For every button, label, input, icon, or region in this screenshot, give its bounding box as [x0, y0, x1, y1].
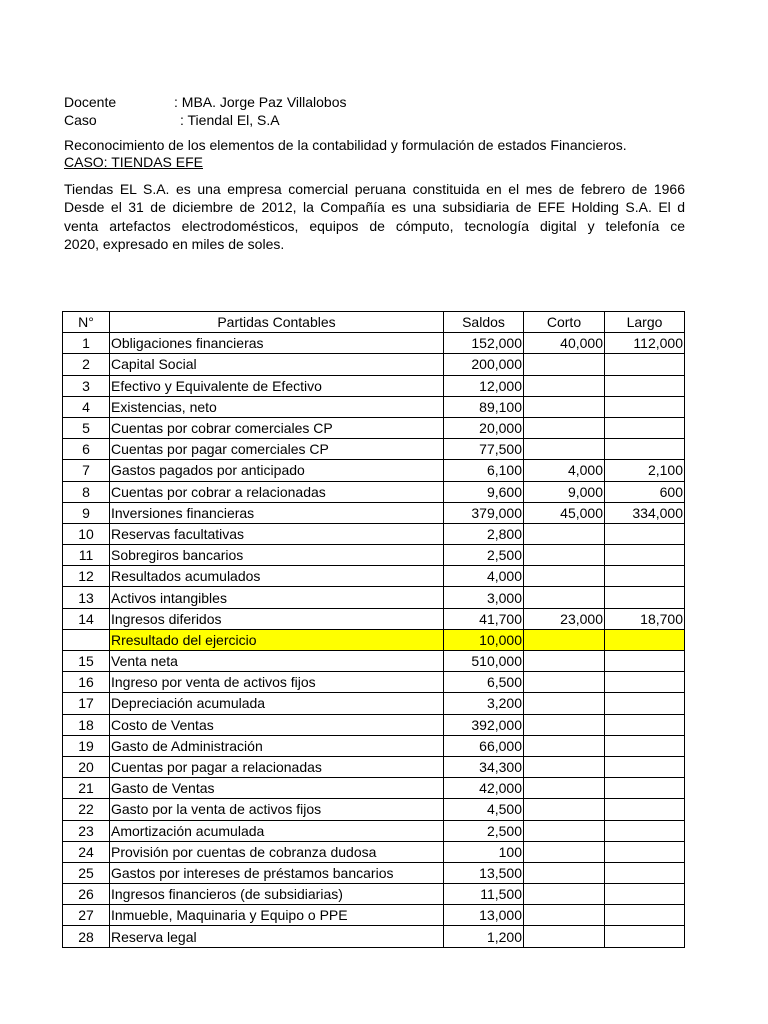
- corto-cell: [524, 799, 605, 820]
- corto-cell: [524, 926, 605, 947]
- table-row: [63, 862, 685, 883]
- saldo-cell: 10,000: [444, 629, 524, 650]
- row-number-cell: 21: [63, 778, 110, 799]
- saldo-cell: 3,000: [444, 587, 524, 608]
- saldo-cell: 510,000: [444, 651, 524, 672]
- largo-cell: [605, 884, 685, 905]
- saldo-cell: 6,500: [444, 672, 524, 693]
- row-number-cell: 13: [63, 587, 110, 608]
- account-name-cell: Capital Social: [110, 354, 444, 375]
- largo-cell: [605, 439, 685, 460]
- table-row: [63, 926, 685, 947]
- saldo-cell: 13,500: [444, 862, 524, 883]
- account-name-cell: Amortización acumulada: [110, 820, 444, 841]
- corto-cell: [524, 629, 605, 650]
- row-number-cell: 26: [63, 884, 110, 905]
- saldo-cell: 66,000: [444, 735, 524, 756]
- corto-cell: [524, 439, 605, 460]
- table-row: [63, 799, 685, 820]
- case-heading: CASO: TIENDAS EFE: [64, 154, 203, 170]
- account-name-cell: Reserva legal: [110, 926, 444, 947]
- col-header-largo: Largo: [605, 312, 685, 333]
- account-name-cell: Rresultado del ejercicio: [110, 629, 444, 650]
- table-row: [63, 460, 685, 481]
- table-row: [63, 396, 685, 417]
- largo-cell: [605, 820, 685, 841]
- document-title: Reconocimiento de los elementos de la contabilidad y formulación de estados Financieros.: [64, 137, 627, 153]
- saldo-cell: 13,000: [444, 905, 524, 926]
- largo-cell: [605, 714, 685, 735]
- account-name-cell: Cuentas por cobrar comerciales CP: [110, 417, 444, 438]
- largo-cell: [605, 672, 685, 693]
- row-number-cell: 22: [63, 799, 110, 820]
- table-row: [63, 608, 685, 629]
- row-number-cell: 11: [63, 545, 110, 566]
- account-name-cell: Costo de Ventas: [110, 714, 444, 735]
- account-name-cell: Venta neta: [110, 651, 444, 672]
- col-header-saldos: Saldos: [444, 312, 524, 333]
- table-row: [63, 756, 685, 777]
- table-row: [63, 884, 685, 905]
- table-row: [63, 735, 685, 756]
- row-number-cell: 6: [63, 439, 110, 460]
- table-row: [63, 439, 685, 460]
- saldo-cell: 11,500: [444, 884, 524, 905]
- table-header-row: [63, 312, 685, 333]
- row-number-cell: 23: [63, 820, 110, 841]
- row-number-cell: [63, 629, 110, 650]
- largo-cell: [605, 523, 685, 544]
- corto-cell: [524, 820, 605, 841]
- table-row: [63, 566, 685, 587]
- row-number-cell: 16: [63, 672, 110, 693]
- account-name-cell: Sobregiros bancarios: [110, 545, 444, 566]
- saldo-cell: 3,200: [444, 693, 524, 714]
- row-number-cell: 12: [63, 566, 110, 587]
- table-row: [63, 417, 685, 438]
- saldo-cell: 2,500: [444, 545, 524, 566]
- corto-cell: [524, 417, 605, 438]
- account-name-cell: Gastos pagados por anticipado: [110, 460, 444, 481]
- account-name-cell: Obligaciones financieras: [110, 333, 444, 354]
- saldo-cell: 1,200: [444, 926, 524, 947]
- saldo-cell: 77,500: [444, 439, 524, 460]
- row-number-cell: 3: [63, 375, 110, 396]
- row-number-cell: 8: [63, 481, 110, 502]
- docente-value: : MBA. Jorge Paz Villalobos: [174, 94, 347, 110]
- table-row: [63, 672, 685, 693]
- row-number-cell: 25: [63, 862, 110, 883]
- row-number-cell: 2: [63, 354, 110, 375]
- saldo-cell: 200,000: [444, 354, 524, 375]
- account-name-cell: Inmueble, Maquinaria y Equipo o PPE: [110, 905, 444, 926]
- corto-cell: [524, 714, 605, 735]
- saldo-cell: 4,500: [444, 799, 524, 820]
- account-name-cell: Ingresos diferidos: [110, 608, 444, 629]
- table-row: [63, 629, 685, 650]
- account-name-cell: Gasto de Ventas: [110, 778, 444, 799]
- row-number-cell: 20: [63, 756, 110, 777]
- saldo-cell: 392,000: [444, 714, 524, 735]
- paragraph-line: Tiendas EL S.A. es una empresa comercial peruana constituida en el mes de febrero de 1966: [64, 181, 685, 197]
- largo-cell: [605, 396, 685, 417]
- paragraph-line: Desde el 31 de diciembre de 2012, la Compañía es una subsidiaria de EFE Holding S.A. El d: [64, 199, 685, 216]
- paragraph-line: venta artefactos electrodomésticos, equipos de cómputo, tecnología digital y telefonía ce: [64, 217, 685, 234]
- account-name-cell: Depreciación acumulada: [110, 693, 444, 714]
- largo-cell: [605, 735, 685, 756]
- account-name-cell: Inversiones financieras: [110, 502, 444, 523]
- largo-cell: [605, 799, 685, 820]
- table-row: [63, 481, 685, 502]
- corto-cell: 4,000: [524, 460, 605, 481]
- saldo-cell: 6,100: [444, 460, 524, 481]
- account-name-cell: Existencias, neto: [110, 396, 444, 417]
- corto-cell: [524, 354, 605, 375]
- account-name-cell: Ingreso por venta de activos fijos: [110, 672, 444, 693]
- account-name-cell: Efectivo y Equivalente de Efectivo: [110, 375, 444, 396]
- caso-label: Caso: [64, 112, 97, 128]
- case-description: [64, 180, 685, 253]
- largo-cell: [605, 778, 685, 799]
- saldo-cell: 20,000: [444, 417, 524, 438]
- corto-cell: 9,000: [524, 481, 605, 502]
- largo-cell: 334,000: [605, 502, 685, 523]
- col-header-account: Partidas Contables: [110, 312, 444, 333]
- table-row: [63, 354, 685, 375]
- row-number-cell: 10: [63, 523, 110, 544]
- account-name-cell: Cuentas por pagar comerciales CP: [110, 439, 444, 460]
- account-name-cell: Provisión por cuentas de cobranza dudosa: [110, 841, 444, 862]
- table-row: [63, 905, 685, 926]
- row-number-cell: 19: [63, 735, 110, 756]
- row-number-cell: 9: [63, 502, 110, 523]
- largo-cell: 18,700: [605, 608, 685, 629]
- largo-cell: 112,000: [605, 333, 685, 354]
- caso-line: [64, 112, 280, 129]
- corto-cell: [524, 778, 605, 799]
- account-name-cell: Gasto de Administración: [110, 735, 444, 756]
- account-name-cell: Cuentas por pagar a relacionadas: [110, 756, 444, 777]
- row-number-cell: 27: [63, 905, 110, 926]
- table-row: [63, 651, 685, 672]
- largo-cell: [605, 693, 685, 714]
- saldo-cell: 12,000: [444, 375, 524, 396]
- col-header-corto: Corto: [524, 312, 605, 333]
- corto-cell: 40,000: [524, 333, 605, 354]
- saldo-cell: 2,800: [444, 523, 524, 544]
- saldo-cell: 9,600: [444, 481, 524, 502]
- table-row: [63, 375, 685, 396]
- account-name-cell: Gastos por intereses de préstamos bancarios: [110, 862, 444, 883]
- corto-cell: [524, 862, 605, 883]
- docente-line: [64, 94, 347, 111]
- row-number-cell: 17: [63, 693, 110, 714]
- largo-cell: [605, 375, 685, 396]
- saldo-cell: 2,500: [444, 820, 524, 841]
- table-row: [63, 841, 685, 862]
- saldo-cell: 34,300: [444, 756, 524, 777]
- table-body: [63, 333, 685, 947]
- saldo-cell: 379,000: [444, 502, 524, 523]
- corto-cell: [524, 672, 605, 693]
- largo-cell: [605, 354, 685, 375]
- saldo-cell: 42,000: [444, 778, 524, 799]
- table-row: [63, 693, 685, 714]
- corto-cell: [524, 587, 605, 608]
- table-row: [63, 587, 685, 608]
- account-name-cell: Activos intangibles: [110, 587, 444, 608]
- row-number-cell: 24: [63, 841, 110, 862]
- corto-cell: [524, 735, 605, 756]
- row-number-cell: 14: [63, 608, 110, 629]
- paragraph-line: 2020, expresado en miles de soles.: [64, 235, 285, 252]
- table-row: [63, 523, 685, 544]
- account-name-cell: Reservas facultativas: [110, 523, 444, 544]
- account-name-cell: Ingresos financieros (de subsidiarias): [110, 884, 444, 905]
- largo-cell: [605, 926, 685, 947]
- table-row: [63, 545, 685, 566]
- row-number-cell: 5: [63, 417, 110, 438]
- row-number-cell: 4: [63, 396, 110, 417]
- saldo-cell: 89,100: [444, 396, 524, 417]
- row-number-cell: 18: [63, 714, 110, 735]
- largo-cell: [605, 545, 685, 566]
- row-number-cell: 28: [63, 926, 110, 947]
- saldo-cell: 4,000: [444, 566, 524, 587]
- largo-cell: [605, 629, 685, 650]
- caso-value: : Tiendal El, S.A: [180, 112, 280, 128]
- largo-cell: [605, 862, 685, 883]
- largo-cell: [605, 905, 685, 926]
- corto-cell: 23,000: [524, 608, 605, 629]
- docente-label: Docente: [64, 94, 117, 110]
- largo-cell: [605, 417, 685, 438]
- saldo-cell: 41,700: [444, 608, 524, 629]
- account-name-cell: Cuentas por cobrar a relacionadas: [110, 481, 444, 502]
- corto-cell: [524, 523, 605, 544]
- largo-cell: [605, 566, 685, 587]
- largo-cell: [605, 756, 685, 777]
- row-number-cell: 7: [63, 460, 110, 481]
- largo-cell: 600: [605, 481, 685, 502]
- table-row: [63, 714, 685, 735]
- corto-cell: [524, 545, 605, 566]
- table-row: [63, 820, 685, 841]
- corto-cell: 45,000: [524, 502, 605, 523]
- table-row: [63, 333, 685, 354]
- corto-cell: [524, 693, 605, 714]
- corto-cell: [524, 396, 605, 417]
- corto-cell: [524, 756, 605, 777]
- saldo-cell: 100: [444, 841, 524, 862]
- saldo-cell: 152,000: [444, 333, 524, 354]
- accounts-table: [62, 311, 685, 948]
- corto-cell: [524, 566, 605, 587]
- row-number-cell: 1: [63, 333, 110, 354]
- corto-cell: [524, 884, 605, 905]
- largo-cell: [605, 841, 685, 862]
- account-name-cell: Resultados acumulados: [110, 566, 444, 587]
- largo-cell: [605, 587, 685, 608]
- col-header-number: N°: [63, 312, 110, 333]
- table-row: [63, 502, 685, 523]
- row-number-cell: 15: [63, 651, 110, 672]
- largo-cell: [605, 651, 685, 672]
- corto-cell: [524, 651, 605, 672]
- account-name-cell: Gasto por la venta de activos fijos: [110, 799, 444, 820]
- corto-cell: [524, 905, 605, 926]
- table-row: [63, 778, 685, 799]
- corto-cell: [524, 375, 605, 396]
- largo-cell: 2,100: [605, 460, 685, 481]
- corto-cell: [524, 841, 605, 862]
